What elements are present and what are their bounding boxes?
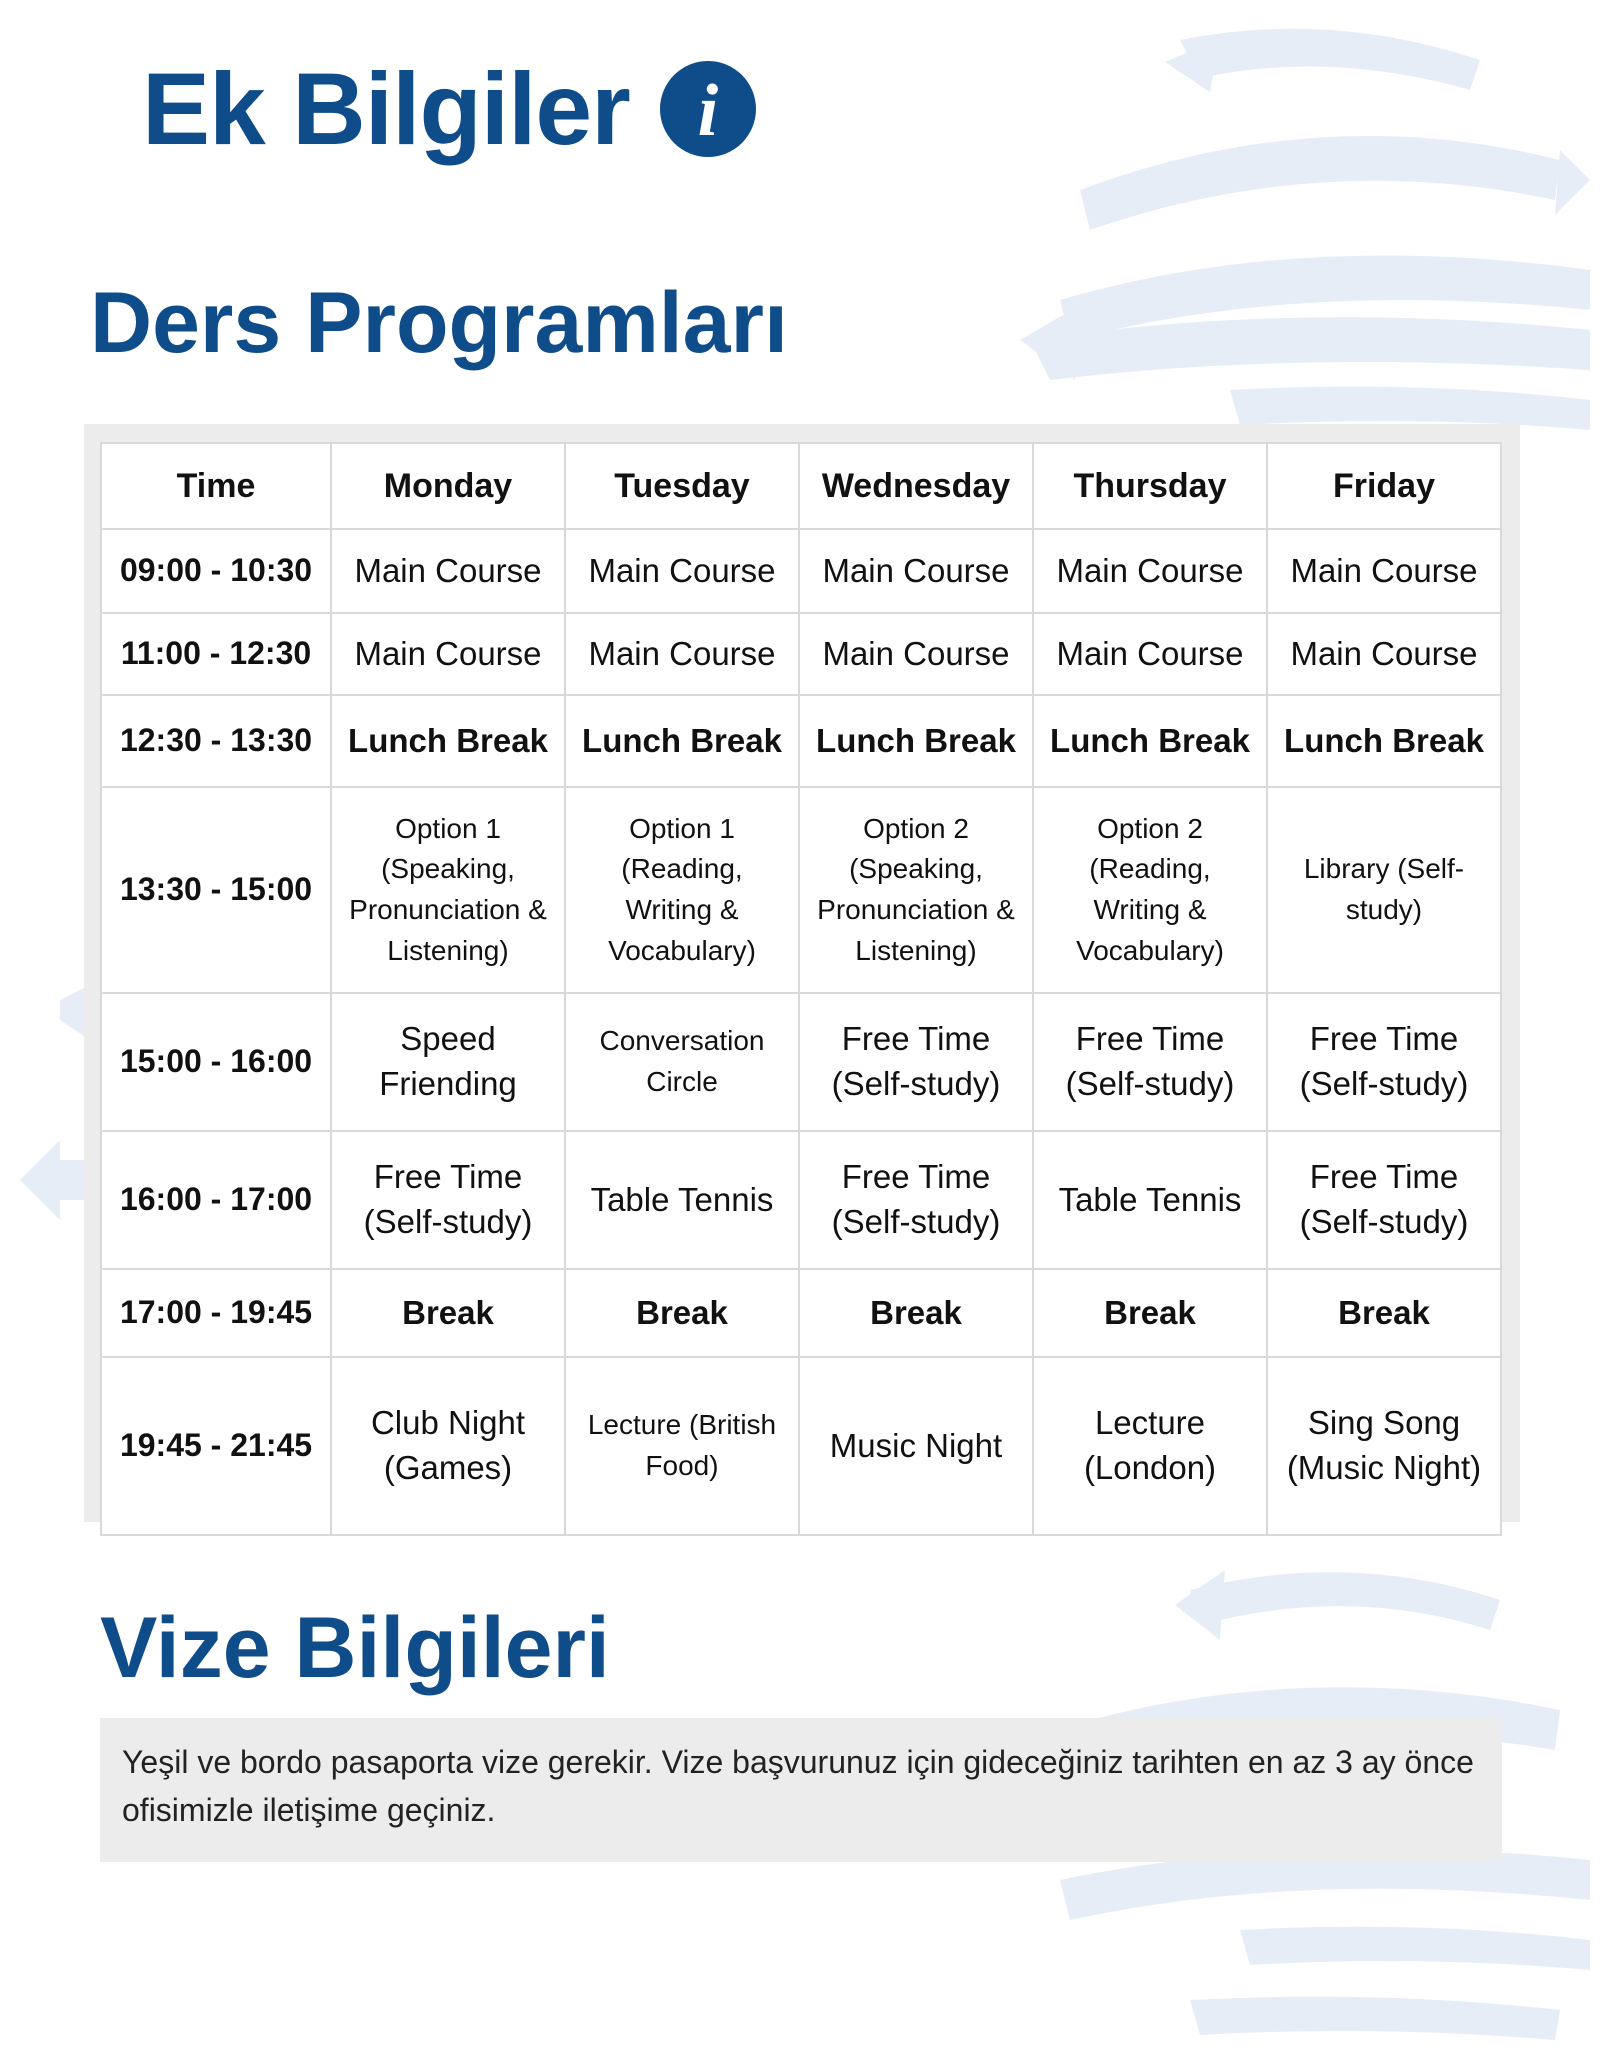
table-cell: Break (331, 1269, 565, 1357)
table-row (101, 993, 1501, 1131)
table-cell: Table Tennis (1033, 1131, 1267, 1269)
table-cell: Conversation Circle (565, 993, 799, 1131)
page-header (142, 52, 756, 166)
table-row (101, 613, 1501, 695)
table-row (101, 529, 1501, 613)
table-cell: Club Night (Games) (331, 1357, 565, 1535)
table-cell: Lecture (London) (1033, 1357, 1267, 1535)
time-cell: 12:30 - 13:30 (101, 695, 331, 787)
table-cell: Music Night (799, 1357, 1033, 1535)
table-cell: Main Course (1033, 529, 1267, 613)
table-cell: Lunch Break (565, 695, 799, 787)
table-row (101, 787, 1501, 993)
column-header-tuesday: Tuesday (565, 443, 799, 529)
visa-section-title: Vize Bilgileri (100, 1600, 610, 1696)
table-cell: Option 2 (Reading, Writing & Vocabulary) (1033, 787, 1267, 993)
table-cell: Main Course (331, 529, 565, 613)
table-cell: Lunch Break (331, 695, 565, 787)
table-row (101, 1269, 1501, 1357)
info-icon (660, 61, 756, 157)
table-cell: Lunch Break (1267, 695, 1501, 787)
table-cell: Break (565, 1269, 799, 1357)
page-title: Ek Bilgiler (142, 52, 630, 166)
table-row (101, 695, 1501, 787)
table-cell: Free Time (Self-study) (1033, 993, 1267, 1131)
table-cell: Table Tennis (565, 1131, 799, 1269)
table-cell: Main Course (1033, 613, 1267, 695)
table-cell: Lecture (British Food) (565, 1357, 799, 1535)
table-cell: Library (Self-study) (1267, 787, 1501, 993)
table-cell: Main Course (565, 529, 799, 613)
table-cell: Free Time (Self-study) (799, 993, 1033, 1131)
table-cell: Main Course (799, 529, 1033, 613)
table-cell: Option 1 (Speaking, Pronunciation & Listening) (331, 787, 565, 993)
table-cell: Option 2 (Speaking, Pronunciation & Listening) (799, 787, 1033, 993)
time-cell: 15:00 - 16:00 (101, 993, 331, 1131)
table-cell: Sing Song (Music Night) (1267, 1357, 1501, 1535)
table-cell: Speed Friending (331, 993, 565, 1131)
table-cell: Break (1033, 1269, 1267, 1357)
time-cell: 17:00 - 19:45 (101, 1269, 331, 1357)
column-header-friday: Friday (1267, 443, 1501, 529)
time-cell: 16:00 - 17:00 (101, 1131, 331, 1269)
table-cell: Main Course (331, 613, 565, 695)
time-cell: 11:00 - 12:30 (101, 613, 331, 695)
table-cell: Lunch Break (1033, 695, 1267, 787)
table-cell: Break (799, 1269, 1033, 1357)
table-header-row (101, 443, 1501, 529)
schedule-table (100, 442, 1502, 1536)
table-cell: Main Course (1267, 529, 1501, 613)
table-row (101, 1131, 1501, 1269)
table-cell: Main Course (799, 613, 1033, 695)
time-cell: 13:30 - 15:00 (101, 787, 331, 993)
info-glyph: i (697, 70, 719, 152)
column-header-time: Time (101, 443, 331, 529)
time-cell: 09:00 - 10:30 (101, 529, 331, 613)
column-header-monday: Monday (331, 443, 565, 529)
table-cell: Free Time (Self-study) (331, 1131, 565, 1269)
time-cell: 19:45 - 21:45 (101, 1357, 331, 1535)
table-cell: Free Time (Self-study) (1267, 993, 1501, 1131)
table-row (101, 1357, 1501, 1535)
table-cell: Free Time (Self-study) (1267, 1131, 1501, 1269)
column-header-thursday: Thursday (1033, 443, 1267, 529)
visa-info-box (100, 1718, 1502, 1862)
table-cell: Break (1267, 1269, 1501, 1357)
table-cell: Main Course (565, 613, 799, 695)
column-header-wednesday: Wednesday (799, 443, 1033, 529)
table-cell: Main Course (1267, 613, 1501, 695)
table-cell: Lunch Break (799, 695, 1033, 787)
schedule-section-title: Ders Programları (90, 275, 788, 371)
visa-info-text: Yeşil ve bordo pasaporta vize gerekir. Vize başvurunuz için gideceğiniz tarihten en az 3 ay önce ofisimizle iletişime geçiniz. (122, 1744, 1474, 1828)
table-cell: Free Time (Self-study) (799, 1131, 1033, 1269)
table-cell: Option 1 (Reading, Writing & Vocabulary) (565, 787, 799, 993)
